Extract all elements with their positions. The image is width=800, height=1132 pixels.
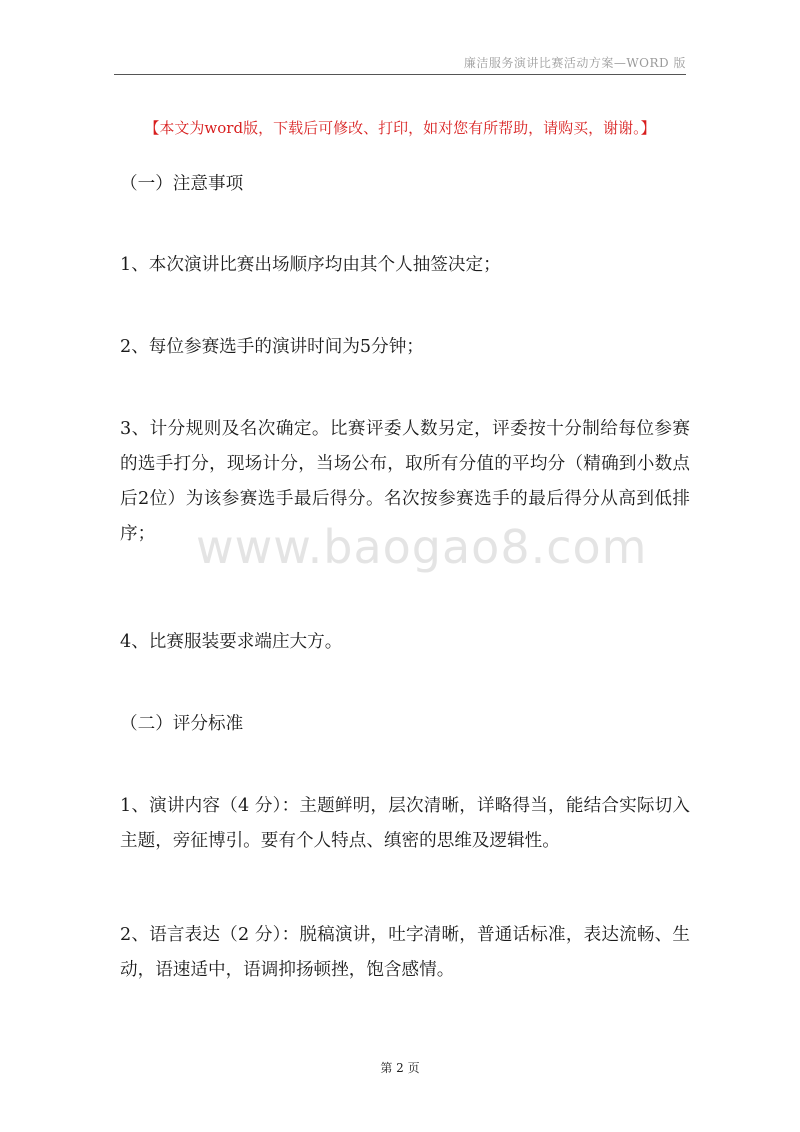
watermark: www.baogao8.com	[196, 520, 648, 574]
paragraph-item: 2、语言表达（2 分）：脱稿演讲，吐字清晰，普通话标准，表达流畅、生动，语速适中，语调抑扬顿挫，饱含感情。	[120, 925, 690, 980]
paragraph-item: 1、本次演讲比赛出场顺序均由其个人抽签决定；	[120, 255, 501, 275]
page-number: 第 2 页	[380, 1061, 420, 1075]
header-title: 廉洁服务演讲比赛活动方案—WORD 版	[463, 56, 686, 70]
section-heading-criteria: （二）评分标准	[120, 714, 244, 734]
paragraph-item: 2、每位参赛选手的演讲时间为5分钟；	[120, 337, 424, 357]
header-divider	[114, 74, 686, 75]
section-heading-notes: （一）注意事项	[120, 174, 244, 194]
paragraph-item: 1、演讲内容（4 分）：主题鲜明，层次清晰，详略得当，能结合实际切入主题，旁征博引。要有个人特点、缜密的思维及逻辑性。	[120, 796, 690, 851]
paragraph-item: 3、计分规则及名次确定。比赛评委人数另定，评委按十分制给每位参赛的选手打分，现场计分，当场公布，取所有分值的平均分（精确到小数点后2位）为该参赛选手最后得分。名次按参赛选手的最后得分从高到低排序；	[120, 419, 690, 544]
purchase-notice: 【本文为word版，下载后可修改、打印，如对您有所帮助，请购买，谢谢。】	[144, 119, 656, 137]
paragraph-item: 4、比赛服装要求端庄大方。	[120, 632, 343, 652]
